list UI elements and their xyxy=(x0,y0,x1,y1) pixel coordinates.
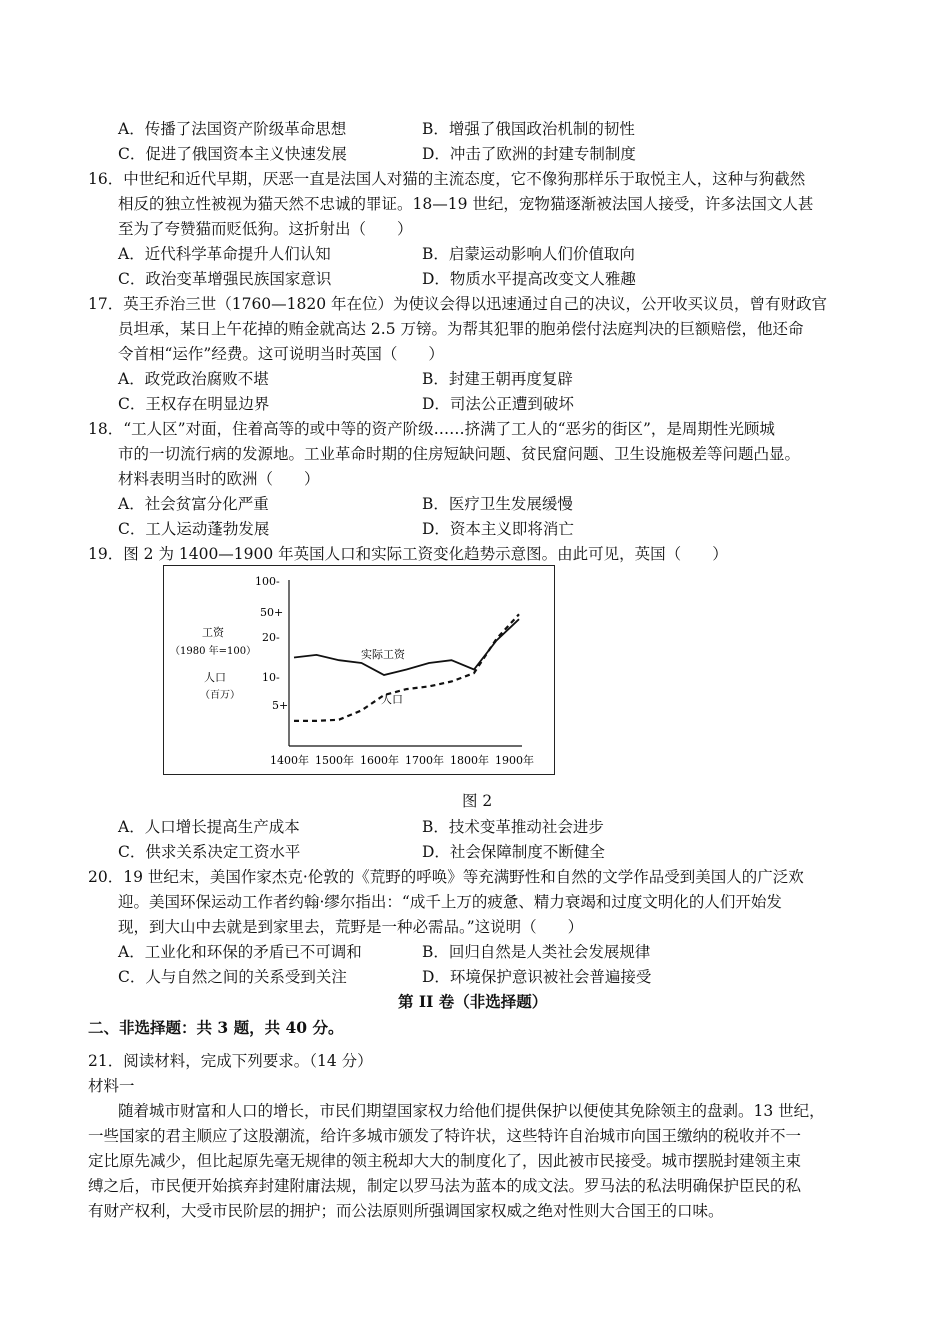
y-tick-50: 50+ xyxy=(260,606,284,619)
q21-paragraph-line5: 有财产权利，大受市民阶层的拥护；而公法原则所强调国家权威之绝对性则大合国王的口味。 xyxy=(88,1202,724,1220)
q21-stem: 21．阅读材料，完成下列要求。（14 分） xyxy=(88,1052,373,1070)
q21-paragraph-line4: 缚之后，市民便开始摈弃封建附庸法规，制定以罗马法为蓝本的成文法。罗马法的私法明确保护臣民的私 xyxy=(88,1177,802,1195)
q18-stem-line2: 市的一切流行病的发源地。工业革命时期的住房短缺问题、贫民窟问题、卫生设施极差等问题凸显。 xyxy=(118,445,801,463)
q18-option-a: A．社会贫富分化严重 xyxy=(118,495,269,513)
q19-option-d: D．社会保障制度不断健全 xyxy=(422,843,605,861)
figure-2-chart xyxy=(163,565,555,775)
q16-option-c: C．政治变革增强民族国家意识 xyxy=(118,270,332,288)
q17-stem-line3: 令首相“运作”经费。这可说明当时英国（ ） xyxy=(118,345,444,363)
x-tick-1400: 1400年 xyxy=(270,754,309,767)
q15-option-d: D．冲击了欧洲的封建专制制度 xyxy=(422,145,636,163)
q17-option-a: A．政党政治腐败不堪 xyxy=(118,370,269,388)
q17-stem-line1: 17．英王乔治三世（1760—1820 年在位）为使议会得以迅速通过自己的决议，公开收买议员，曾有财政官 xyxy=(88,295,828,313)
q20-stem-line2: 迎。美国环保运动工作者约翰·缪尔指出：“成千上万的疲惫、精力衰竭和过度文明化的人们开始发 xyxy=(118,893,782,911)
q16-option-a: A．近代科学革命提升人们认知 xyxy=(118,245,331,263)
q21-paragraph-line2: 一些国家的君主顺应了这股潮流，给许多城市颁发了特许状，这些特许自治城市向国王缴纳的税收并不一 xyxy=(88,1127,802,1145)
y-tick-5: 5+ xyxy=(272,699,289,712)
q16-stem-line1: 16．中世纪和近代早期，厌恶一直是法国人对猫的主流态度，它不像狗那样乐于取悦主人，这种与狗截然 xyxy=(88,170,806,188)
y-tick-100: 100- xyxy=(255,575,280,588)
y-label-wage-unit: （1980 年=100） xyxy=(170,646,257,657)
part2-heading: 二、非选择题：共 3 题，共 40 分。 xyxy=(88,1018,344,1037)
q21-paragraph-line1: 随着城市财富和人口的增长，市民们期望国家权力给他们提供保护以便使其免除领主的盘剥。13 世纪， xyxy=(118,1102,825,1120)
q18-option-c: C．工人运动蓬勃发展 xyxy=(118,520,270,538)
q17-option-c: C．王权存在明显边界 xyxy=(118,395,270,413)
figure-caption: 图 2 xyxy=(462,792,493,810)
q16-option-b: B．启蒙运动影响人们价值取向 xyxy=(422,245,635,263)
q16-stem-line2: 相反的独立性被视为猫天然不忠诚的罪证。18—19 世纪，宠物猫逐渐被法国人接受，许多法国文人甚 xyxy=(118,195,814,213)
q20-option-c: C．人与自然之间的关系受到关注 xyxy=(118,968,347,986)
series-label-wage: 实际工资 xyxy=(361,648,405,661)
q15-option-a: A．传播了法国资产阶级革命思想 xyxy=(118,120,347,138)
x-tick-1600: 1600年 xyxy=(360,754,399,767)
q19-stem-line1: 19．图 2 为 1400—1900 年英国人口和实际工资变化趋势示意图。由此可见，英国（ ） xyxy=(88,545,728,563)
q20-stem-line1: 20．19 世纪末，美国作家杰克·伦敦的《荒野的呼唤》等充满野性和自然的文学作品受到美国人的广泛欢 xyxy=(88,868,804,886)
series-line-population xyxy=(294,614,519,721)
y-tick-20: 20- xyxy=(262,631,280,644)
y-label-population-unit: （百万） xyxy=(200,690,240,701)
q18-option-b: B．医疗卫生发展缓慢 xyxy=(422,495,573,513)
q18-option-d: D．资本主义即将消亡 xyxy=(422,520,574,538)
q19-option-c: C．供求关系决定工资水平 xyxy=(118,843,301,861)
series-label-population: 人口 xyxy=(381,693,403,706)
y-label-wage: 工资 xyxy=(202,626,224,639)
q20-option-d: D．环境保护意识被社会普遍接受 xyxy=(422,968,652,986)
q17-option-b: B．封建王朝再度复辟 xyxy=(422,370,573,388)
x-tick-1800: 1800年 xyxy=(450,754,489,767)
q21-material-label: 材料一 xyxy=(88,1077,135,1095)
q20-option-a: A．工业化和环保的矛盾已不可调和 xyxy=(118,943,362,961)
x-tick-1700: 1700年 xyxy=(405,754,444,767)
x-tick-1900: 1900年 xyxy=(495,754,534,767)
q18-stem-line1: 18．“工人区”对面，住着高等的或中等的资产阶级……挤满了工人的“恶劣的街区”，是周期性光顾城 xyxy=(88,420,775,438)
y-tick-10: 10- xyxy=(262,671,280,684)
q15-option-c: C．促进了俄国资本主义快速发展 xyxy=(118,145,347,163)
q17-option-d: D．司法公正遭到破坏 xyxy=(422,395,574,413)
x-tick-1500: 1500年 xyxy=(315,754,354,767)
y-label-population: 人口 xyxy=(204,671,226,684)
series-line-wage xyxy=(294,619,519,675)
q19-option-b: B．技术变革推动社会进步 xyxy=(422,818,604,836)
q16-option-d: D．物质水平提高改变文人雅趣 xyxy=(422,270,636,288)
q20-stem-line3: 现，到大山中去就是到家里去，荒野是一种必需品。”这说明（ ） xyxy=(118,918,584,936)
q19-option-a: A．人口增长提高生产成本 xyxy=(118,818,300,836)
q18-stem-line3: 材料表明当时的欧洲（ ） xyxy=(118,470,320,488)
q20-option-b: B．回归自然是人类社会发展规律 xyxy=(422,943,651,961)
q15-option-b: B．增强了俄国政治机制的韧性 xyxy=(422,120,635,138)
part2-title: 第 II 卷（非选择题） xyxy=(398,992,548,1011)
q21-paragraph-line3: 定比原先减少，但比起原先毫无规律的领主税却大大的制度化了，因此被市民接受。城市摆脱封建领主束 xyxy=(88,1152,802,1170)
q17-stem-line2: 员坦承，某日上午花掉的贿金就高达 2.5 万镑。为帮其犯罪的胞弟偿付法庭判决的巨额赔偿，他还命 xyxy=(118,320,804,338)
q16-stem-line3: 至为了夸赞猫而贬低狗。这折射出（ ） xyxy=(118,220,413,238)
